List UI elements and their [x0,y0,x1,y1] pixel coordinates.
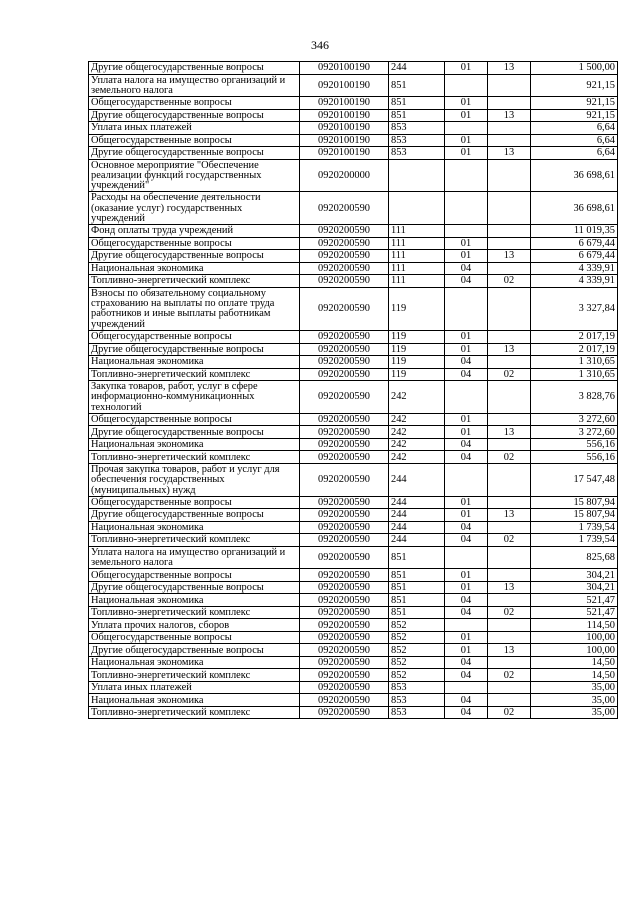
section-code-cell: 01 [445,97,488,110]
amount-cell: 36 698,61 [531,159,618,192]
target-article-code-cell: 0920100190 [300,97,389,110]
expense-type-code-cell: 119 [389,356,445,369]
expense-name-cell: Уплата налога на имущество организаций и земельного налога [89,546,300,569]
target-article-code-cell: 0920200590 [300,509,389,522]
section-code-cell: 04 [445,451,488,464]
expense-type-code-cell: 244 [389,509,445,522]
expense-type-code-cell: 851 [389,581,445,594]
subsection-code-cell [488,122,531,135]
target-article-code-cell: 0920200590 [300,606,389,619]
section-code-cell: 01 [445,147,488,160]
target-article-code-cell: 0920100190 [300,147,389,160]
subsection-code-cell [488,97,531,110]
table-row [89,97,618,110]
subsection-code-cell: 13 [488,250,531,263]
expense-type-code-cell: 853 [389,147,445,160]
expense-name-cell: Общегосударственные вопросы [89,134,300,147]
target-article-code-cell: 0920200590 [300,463,389,496]
subsection-code-cell [488,413,531,426]
expense-type-code-cell: 119 [389,331,445,344]
target-article-code-cell: 0920200590 [300,275,389,288]
expense-type-code-cell: 111 [389,275,445,288]
amount-cell: 6 679,44 [531,250,618,263]
section-code-cell [445,74,488,97]
table-row [89,521,618,534]
expense-type-code-cell: 119 [389,343,445,356]
expense-name-cell: Национальная экономика [89,594,300,607]
expense-type-code-cell: 242 [389,426,445,439]
section-code-cell [445,287,488,330]
expense-name-cell: Другие общегосударственные вопросы [89,343,300,356]
section-code-cell: 01 [445,134,488,147]
section-code-cell: 04 [445,606,488,619]
section-code-cell: 01 [445,237,488,250]
target-article-code-cell: 0920200590 [300,331,389,344]
table-row [89,656,618,669]
target-article-code-cell: 0920200590 [300,681,389,694]
expense-name-cell: Взносы по обязательному социальному страхованию на выплаты по оплате труда работников и иные выплаты работникам учреждений [89,287,300,330]
amount-cell: 1 310,65 [531,356,618,369]
expense-type-code-cell: 852 [389,619,445,632]
table-row [89,669,618,682]
table-row [89,606,618,619]
subsection-code-cell: 02 [488,275,531,288]
subsection-code-cell: 13 [488,62,531,75]
expense-type-code-cell: 853 [389,681,445,694]
expense-name-cell: Топливно-энергетический комплекс [89,534,300,547]
expense-name-cell: Расходы на обеспечение деятельности (оказание услуг) государственных учреждений [89,192,300,225]
amount-cell: 114,50 [531,619,618,632]
table-row [89,62,618,75]
table-row [89,331,618,344]
amount-cell: 100,00 [531,631,618,644]
amount-cell: 15 807,94 [531,496,618,509]
expense-name-cell: Топливно-энергетический комплекс [89,451,300,464]
target-article-code-cell: 0920200590 [300,426,389,439]
table-row [89,438,618,451]
amount-cell: 304,21 [531,569,618,582]
expense-name-cell: Фонд оплаты труда учреждений [89,225,300,238]
section-code-cell: 01 [445,496,488,509]
expense-type-code-cell: 244 [389,463,445,496]
expense-type-code-cell: 851 [389,606,445,619]
table-row [89,496,618,509]
section-code-cell: 04 [445,275,488,288]
expense-name-cell: Другие общегосударственные вопросы [89,509,300,522]
amount-cell: 521,47 [531,594,618,607]
amount-cell: 1 310,65 [531,368,618,381]
subsection-code-cell [488,331,531,344]
target-article-code-cell: 0920200590 [300,706,389,719]
table-row [89,74,618,97]
section-code-cell: 01 [445,644,488,657]
target-article-code-cell: 0920200590 [300,237,389,250]
section-code-cell: 01 [445,331,488,344]
target-article-code-cell: 0920200590 [300,534,389,547]
expense-name-cell: Другие общегосударственные вопросы [89,644,300,657]
table-row [89,694,618,707]
section-code-cell: 04 [445,656,488,669]
target-article-code-cell: 0920200590 [300,569,389,582]
amount-cell: 14,50 [531,656,618,669]
section-code-cell: 04 [445,368,488,381]
amount-cell: 3 272,60 [531,426,618,439]
expense-type-code-cell: 851 [389,109,445,122]
expense-name-cell: Закупка товаров, работ, услуг в сфере информационно-коммуникационных технологий [89,381,300,414]
expense-name-cell: Топливно-энергетический комплекс [89,368,300,381]
amount-cell: 921,15 [531,109,618,122]
table-row [89,681,618,694]
expense-name-cell: Общегосударственные вопросы [89,413,300,426]
target-article-code-cell: 0920200590 [300,521,389,534]
expense-type-code-cell: 244 [389,521,445,534]
section-code-cell [445,546,488,569]
amount-cell: 1 739,54 [531,521,618,534]
target-article-code-cell: 0920100190 [300,74,389,97]
section-code-cell [445,122,488,135]
table-row [89,706,618,719]
amount-cell: 35,00 [531,681,618,694]
subsection-code-cell: 02 [488,451,531,464]
expense-name-cell: Общегосударственные вопросы [89,569,300,582]
target-article-code-cell: 0920200590 [300,669,389,682]
section-code-cell: 04 [445,694,488,707]
subsection-code-cell [488,159,531,192]
section-code-cell: 01 [445,631,488,644]
expense-name-cell: Общегосударственные вопросы [89,496,300,509]
subsection-code-cell [488,287,531,330]
table-row [89,192,618,225]
table-row [89,109,618,122]
amount-cell: 3 272,60 [531,413,618,426]
expense-type-code-cell: 242 [389,381,445,414]
subsection-code-cell: 13 [488,109,531,122]
section-code-cell: 01 [445,109,488,122]
section-code-cell: 01 [445,581,488,594]
amount-cell: 3 327,84 [531,287,618,330]
amount-cell: 825,68 [531,546,618,569]
expense-name-cell: Прочая закупка товаров, работ и услуг для обеспечения государственных (муниципальных) нужд [89,463,300,496]
section-code-cell: 04 [445,438,488,451]
target-article-code-cell: 0920200590 [300,619,389,632]
expense-name-cell: Основное мероприятие "Обеспечение реализации функций государственных учреждений" [89,159,300,192]
target-article-code-cell: 0920200590 [300,631,389,644]
subsection-code-cell: 02 [488,706,531,719]
amount-cell: 1 500,00 [531,62,618,75]
expense-name-cell: Национальная экономика [89,262,300,275]
amount-cell: 4 339,91 [531,275,618,288]
expense-type-code-cell: 852 [389,644,445,657]
amount-cell: 1 739,54 [531,534,618,547]
amount-cell: 921,15 [531,74,618,97]
section-code-cell: 04 [445,706,488,719]
section-code-cell: 01 [445,569,488,582]
section-code-cell: 01 [445,413,488,426]
budget-table-body [89,62,618,719]
amount-cell: 4 339,91 [531,262,618,275]
amount-cell: 2 017,19 [531,331,618,344]
expense-name-cell: Уплата иных платежей [89,681,300,694]
expense-type-code-cell: 111 [389,237,445,250]
section-code-cell: 01 [445,250,488,263]
table-row [89,159,618,192]
amount-cell: 15 807,94 [531,509,618,522]
subsection-code-cell [488,619,531,632]
target-article-code-cell: 0920200590 [300,250,389,263]
section-code-cell [445,192,488,225]
expense-name-cell: Уплата иных платежей [89,122,300,135]
table-row [89,644,618,657]
table-row [89,262,618,275]
target-article-code-cell: 0920100190 [300,109,389,122]
subsection-code-cell: 13 [488,644,531,657]
expense-name-cell: Общегосударственные вопросы [89,331,300,344]
subsection-code-cell [488,546,531,569]
subsection-code-cell [488,521,531,534]
expense-type-code-cell: 119 [389,368,445,381]
table-row [89,122,618,135]
expense-type-code-cell: 852 [389,669,445,682]
target-article-code-cell: 0920200590 [300,581,389,594]
amount-cell: 556,16 [531,451,618,464]
subsection-code-cell [488,381,531,414]
expense-type-code-cell: 244 [389,534,445,547]
page-number: 346 [311,38,329,52]
target-article-code-cell: 0920200590 [300,368,389,381]
subsection-code-cell [488,496,531,509]
target-article-code-cell: 0920200590 [300,656,389,669]
subsection-code-cell: 13 [488,343,531,356]
target-article-code-cell: 0920200590 [300,438,389,451]
table-row [89,569,618,582]
subsection-code-cell [488,656,531,669]
table-row [89,343,618,356]
table-row [89,451,618,464]
expense-type-code-cell: 242 [389,413,445,426]
table-row [89,275,618,288]
expense-name-cell: Другие общегосударственные вопросы [89,426,300,439]
table-row [89,426,618,439]
target-article-code-cell: 0920200590 [300,343,389,356]
expense-name-cell: Национальная экономика [89,694,300,707]
expense-type-code-cell: 111 [389,225,445,238]
expense-type-code-cell [389,159,445,192]
subsection-code-cell [488,134,531,147]
expense-name-cell: Топливно-энергетический комплекс [89,706,300,719]
subsection-code-cell [488,569,531,582]
subsection-code-cell [488,74,531,97]
table-row [89,413,618,426]
expense-name-cell: Топливно-энергетический комплекс [89,606,300,619]
table-row [89,381,618,414]
expense-name-cell: Другие общегосударственные вопросы [89,62,300,75]
target-article-code-cell: 0920200590 [300,192,389,225]
expense-type-code-cell: 853 [389,134,445,147]
section-code-cell: 01 [445,62,488,75]
target-article-code-cell: 0920200590 [300,496,389,509]
expense-type-code-cell: 244 [389,62,445,75]
amount-cell: 14,50 [531,669,618,682]
expense-name-cell: Другие общегосударственные вопросы [89,581,300,594]
amount-cell: 304,21 [531,581,618,594]
target-article-code-cell: 0920200590 [300,381,389,414]
subsection-code-cell [488,438,531,451]
expense-name-cell: Национальная экономика [89,521,300,534]
section-code-cell: 04 [445,262,488,275]
table-row [89,546,618,569]
subsection-code-cell [488,594,531,607]
expense-type-code-cell: 851 [389,569,445,582]
section-code-cell: 04 [445,594,488,607]
table-row [89,134,618,147]
table-row [89,509,618,522]
target-article-code-cell: 0920200590 [300,262,389,275]
expense-name-cell: Топливно-энергетический комплекс [89,669,300,682]
amount-cell: 6,64 [531,147,618,160]
table-row [89,463,618,496]
expense-type-code-cell [389,192,445,225]
subsection-code-cell: 02 [488,606,531,619]
table-row [89,250,618,263]
target-article-code-cell: 0920200590 [300,287,389,330]
expense-type-code-cell: 851 [389,74,445,97]
expense-type-code-cell: 853 [389,694,445,707]
section-code-cell [445,381,488,414]
expense-type-code-cell: 244 [389,496,445,509]
subsection-code-cell [488,631,531,644]
table-row [89,619,618,632]
table-row [89,534,618,547]
subsection-code-cell: 02 [488,669,531,682]
section-code-cell [445,225,488,238]
amount-cell: 17 547,48 [531,463,618,496]
expense-type-code-cell: 853 [389,706,445,719]
subsection-code-cell [488,237,531,250]
amount-cell: 921,15 [531,97,618,110]
section-code-cell: 04 [445,669,488,682]
subsection-code-cell: 02 [488,368,531,381]
target-article-code-cell: 0920200590 [300,594,389,607]
amount-cell: 3 828,76 [531,381,618,414]
expense-type-code-cell: 242 [389,451,445,464]
expense-name-cell: Топливно-энергетический комплекс [89,275,300,288]
subsection-code-cell [488,694,531,707]
section-code-cell [445,159,488,192]
subsection-code-cell [488,225,531,238]
section-code-cell: 04 [445,356,488,369]
subsection-code-cell [488,192,531,225]
expense-type-code-cell: 851 [389,97,445,110]
table-row [89,368,618,381]
expense-type-code-cell: 851 [389,546,445,569]
expense-type-code-cell: 852 [389,631,445,644]
amount-cell: 100,00 [531,644,618,657]
expense-name-cell: Общегосударственные вопросы [89,631,300,644]
amount-cell: 6 679,44 [531,237,618,250]
target-article-code-cell: 0920200590 [300,451,389,464]
subsection-code-cell: 13 [488,581,531,594]
subsection-code-cell: 02 [488,534,531,547]
target-article-code-cell: 0920200590 [300,694,389,707]
expense-name-cell: Национальная экономика [89,656,300,669]
expense-name-cell: Другие общегосударственные вопросы [89,147,300,160]
subsection-code-cell: 13 [488,147,531,160]
section-code-cell: 04 [445,521,488,534]
target-article-code-cell: 0920200000 [300,159,389,192]
subsection-code-cell: 13 [488,509,531,522]
table-row [89,631,618,644]
amount-cell: 11 019,35 [531,225,618,238]
section-code-cell [445,681,488,694]
amount-cell: 521,47 [531,606,618,619]
expense-name-cell: Национальная экономика [89,438,300,451]
subsection-code-cell [488,356,531,369]
subsection-code-cell: 13 [488,426,531,439]
table-row [89,237,618,250]
target-article-code-cell: 0920100190 [300,134,389,147]
target-article-code-cell: 0920100190 [300,62,389,75]
expense-type-code-cell: 111 [389,250,445,263]
table-row [89,225,618,238]
amount-cell: 6,64 [531,134,618,147]
section-code-cell: 04 [445,534,488,547]
section-code-cell: 01 [445,509,488,522]
amount-cell: 35,00 [531,706,618,719]
amount-cell: 35,00 [531,694,618,707]
target-article-code-cell: 0920100190 [300,122,389,135]
budget-table [88,61,618,719]
subsection-code-cell [488,262,531,275]
section-code-cell [445,619,488,632]
expense-type-code-cell: 111 [389,262,445,275]
expense-name-cell: Другие общегосударственные вопросы [89,109,300,122]
expense-type-code-cell: 851 [389,594,445,607]
table-row [89,594,618,607]
section-code-cell [445,463,488,496]
expense-name-cell: Уплата налога на имущество организаций и земельного налога [89,74,300,97]
target-article-code-cell: 0920200590 [300,644,389,657]
table-row [89,581,618,594]
expense-type-code-cell: 853 [389,122,445,135]
expense-name-cell: Другие общегосударственные вопросы [89,250,300,263]
section-code-cell: 01 [445,426,488,439]
target-article-code-cell: 0920200590 [300,225,389,238]
expense-name-cell: Национальная экономика [89,356,300,369]
table-row [89,287,618,330]
table-row [89,356,618,369]
target-article-code-cell: 0920200590 [300,413,389,426]
amount-cell: 556,16 [531,438,618,451]
subsection-code-cell [488,463,531,496]
expense-type-code-cell: 119 [389,287,445,330]
amount-cell: 6,64 [531,122,618,135]
expense-type-code-cell: 852 [389,656,445,669]
expense-name-cell: Общегосударственные вопросы [89,237,300,250]
subsection-code-cell [488,681,531,694]
table-row [89,147,618,160]
expense-name-cell: Общегосударственные вопросы [89,97,300,110]
expense-type-code-cell: 242 [389,438,445,451]
target-article-code-cell: 0920200590 [300,356,389,369]
amount-cell: 2 017,19 [531,343,618,356]
target-article-code-cell: 0920200590 [300,546,389,569]
section-code-cell: 01 [445,343,488,356]
expense-name-cell: Уплата прочих налогов, сборов [89,619,300,632]
amount-cell: 36 698,61 [531,192,618,225]
